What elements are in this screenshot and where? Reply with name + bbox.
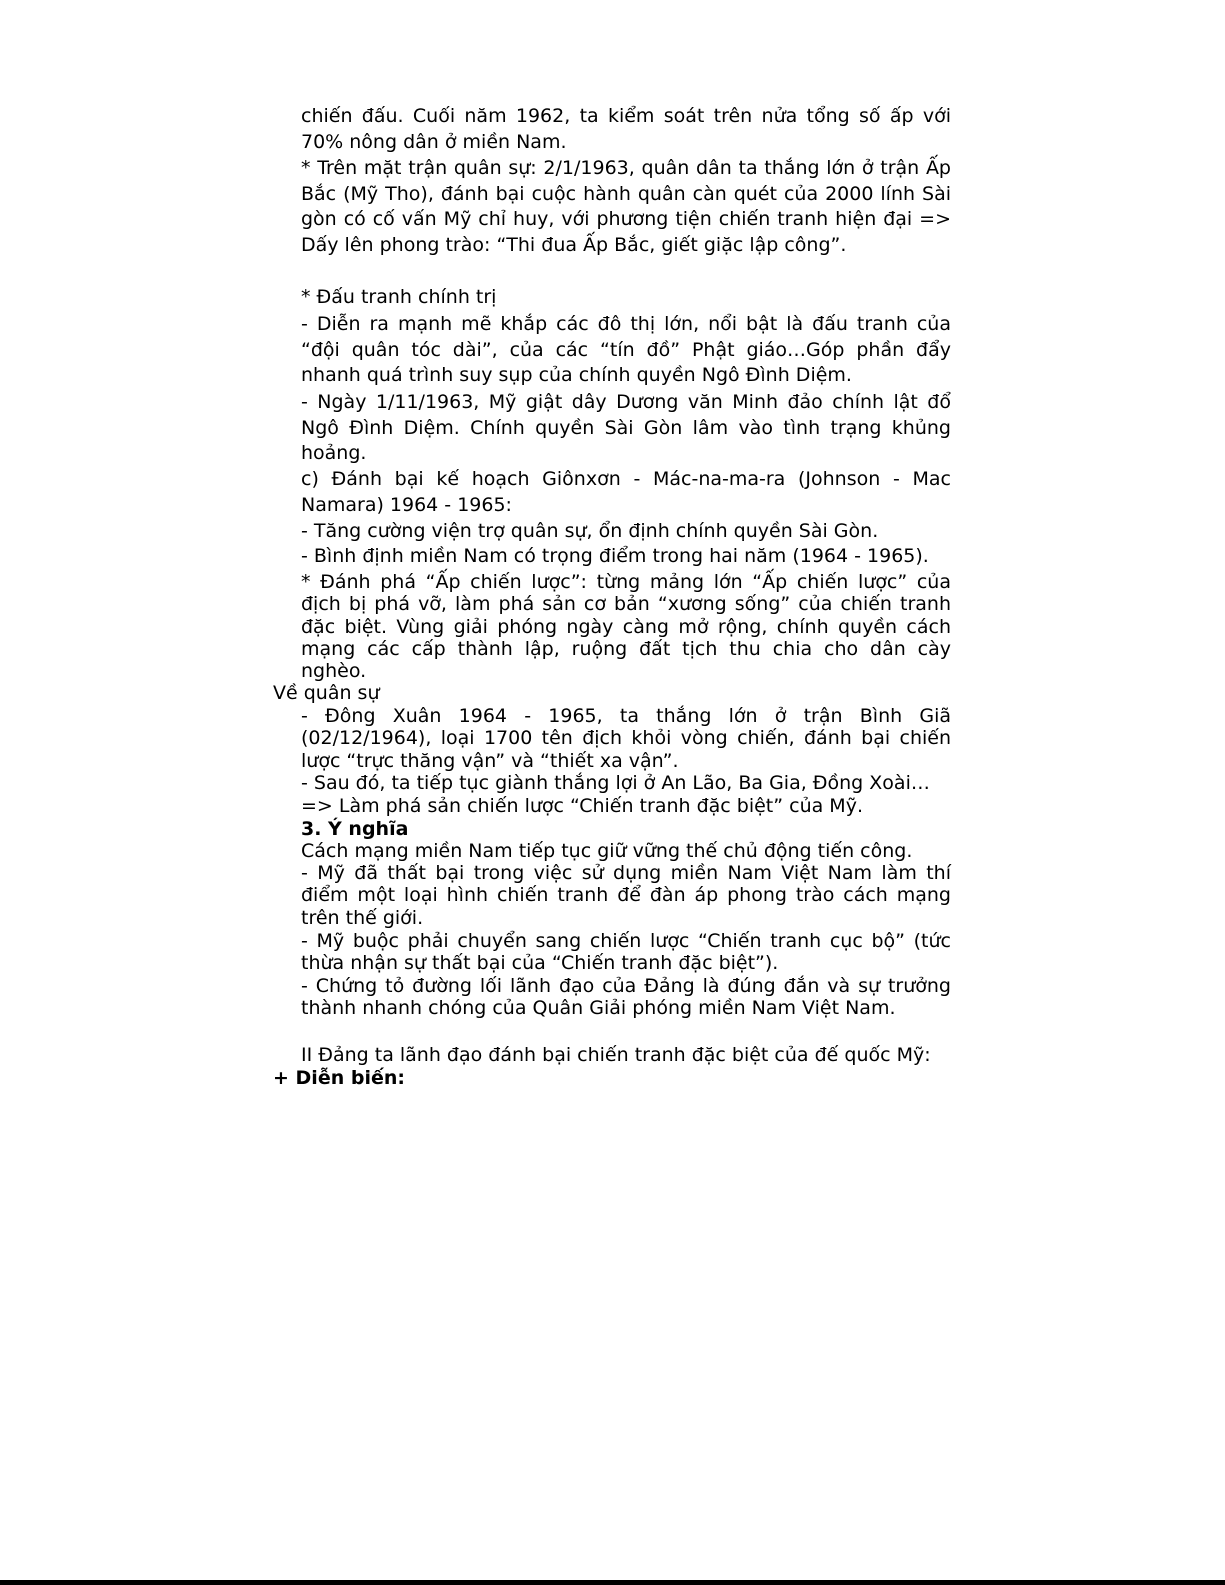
heading-developments: + Diễn biến:	[273, 1067, 405, 1089]
paragraph-military-front: * Trên mặt trận quân sự: 2/1/1963, quân dân ta thắng lớn ở trận Ấp Bắc (Mỹ Tho), đánh bại cuộc hành quân càn quét của 2000 lính Sài gòn có cố vấn Mỹ chỉ huy, với phương tiện chiến tranh hiện đại => Dấy lên phong trào: “Thi đua Ấp Bắc, giết giặc lập công”.	[301, 157, 951, 256]
paragraph-initiative: Cách mạng miền Nam tiếp tục giữ vững thế chủ động tiến công.	[301, 840, 913, 862]
paragraph-urban-struggle: - Diễn ra mạnh mẽ khắp các đô thị lớn, nổi bật là đấu tranh của “đội quân tóc dài”, của các “tín đồ” Phật giáo…Góp phần đẩy nhanh quá trình suy sụp của chính quyền Ngô Đình Diệm.	[301, 313, 951, 386]
paragraph-political-heading: * Đấu tranh chính trị	[301, 286, 497, 308]
paragraph-section-ii: II Đảng ta lãnh đạo đánh bại chiến tranh đặc biệt của đế quốc Mỹ:	[301, 1044, 931, 1066]
paragraph-strategic-hamlets: * Đánh phá “Ấp chiến lược”: từng mảng lớn “Ấp chiến lược” của địch bị phá vỡ, làm phá sản cơ bản “xương sống” của chiến tranh đặc biệt. Vùng giải phóng ngày càng mở rộng, chính quyền cách mạng các cấp thành lập, ruộng đất tịch thu chia cho dân cày nghèo.	[301, 571, 951, 683]
paragraph-party-line: - Chứng tỏ đường lối lãnh đạo của Đảng là đúng đắn và sự trưởng thành nhanh chóng của Quân Giải phóng miền Nam Việt Nam.	[301, 975, 951, 1020]
paragraph-coup: - Ngày 1/11/1963, Mỹ giật dây Dương văn Minh đảo chính lật đổ Ngô Đình Diệm. Chính quyền Sài Gòn lâm vào tình trạng khủng hoảng.	[301, 391, 951, 464]
paragraph-strategy-collapse: => Làm phá sản chiến lược “Chiến tranh đặc biệt” của Mỹ.	[301, 795, 863, 817]
paragraph-johnson-plan-heading: c) Đánh bại kế hoạch Giônxơn - Mác-na-ma-ra (Johnson - Mac Namara) 1964 - 1965:	[301, 468, 951, 516]
paragraph-aid: - Tăng cường viện trợ quân sự, ổn định chính quyền Sài Gòn.	[301, 520, 879, 542]
page-bottom-border	[0, 1580, 1225, 1585]
paragraph-us-failure: - Mỹ đã thất bại trong việc sử dụng miền Nam Việt Nam làm thí điểm một loại hình chiến tranh để đàn áp phong trào cách mạng trên thế giới.	[301, 862, 951, 929]
paragraph-pacification: - Bình định miền Nam có trọng điểm trong hai năm (1964 - 1965).	[301, 545, 929, 567]
paragraph-binh-gia: - Đông Xuân 1964 - 1965, ta thắng lớn ở trận Bình Giã (02/12/1964), loại 1700 tên địch khỏi vòng chiến, đánh bại chiến lược “trực thăng vận” và “thiết xa vận”.	[301, 705, 951, 772]
paragraph-control-summary: chiến đấu. Cuối năm 1962, ta kiểm soát trên nửa tổng số ấp với 70% nông dân ở miền Nam.	[301, 105, 951, 153]
section-heading-significance: 3. Ý nghĩa	[301, 818, 409, 840]
paragraph-military-heading: Về quân sự	[273, 682, 380, 704]
paragraph-further-victories: - Sau đó, ta tiếp tục giành thắng lợi ở An Lão, Ba Gia, Đồng Xoài…	[301, 772, 930, 794]
paragraph-local-war: - Mỹ buộc phải chuyển sang chiến lược “Chiến tranh cục bộ” (tức thừa nhận sự thất bại của “Chiến tranh đặc biệt”).	[301, 930, 951, 975]
